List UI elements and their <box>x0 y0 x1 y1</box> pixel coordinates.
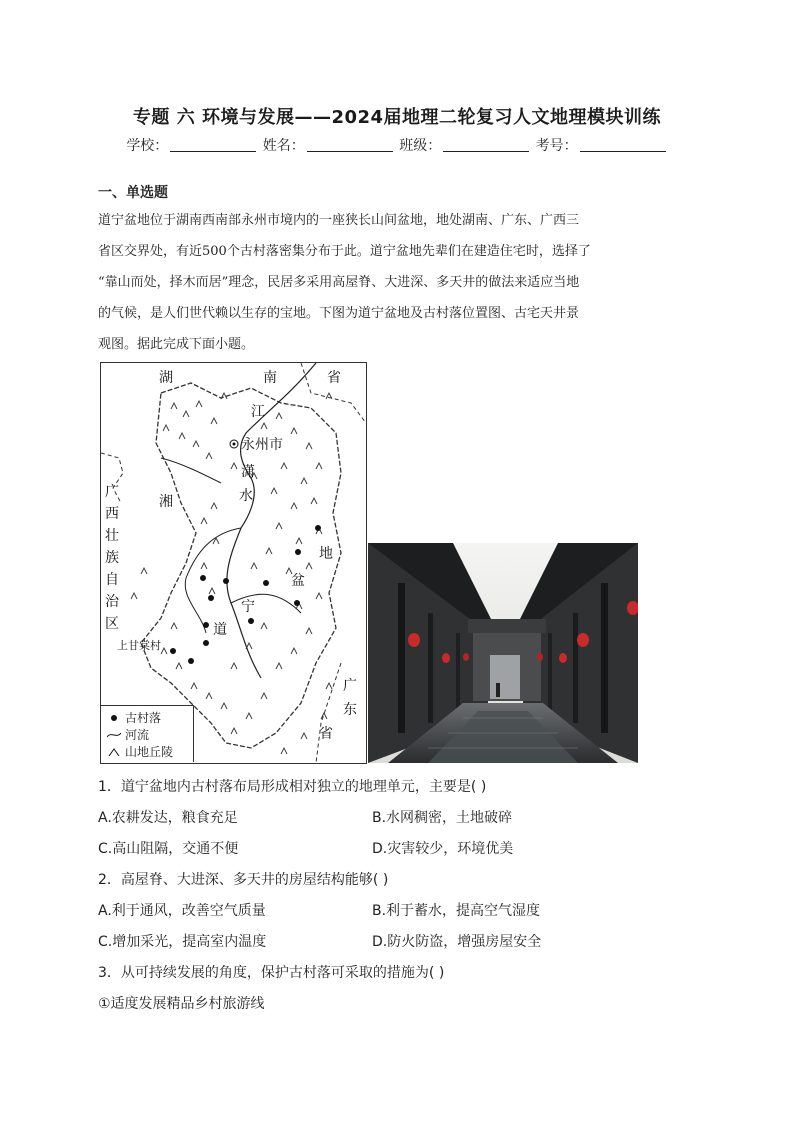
map-label-pen: 盆 <box>291 573 305 589</box>
map-label-xiang: 湘 <box>159 494 173 510</box>
exam-no-label: 考号： <box>535 138 578 154</box>
legend-river: 河流 <box>107 726 149 743</box>
name-label: 姓名： <box>262 138 305 154</box>
passage-line: “靠山而处，择木而居”理念，民居多采用高屋脊、大进深、多天井的做法来适应当地 <box>98 275 580 290</box>
class-label: 班级： <box>399 138 442 154</box>
school-label: 学校： <box>126 138 169 154</box>
map-label-shanggan-village: 上甘棠村 <box>117 639 161 652</box>
legend-hill: 山地丘陵 <box>107 743 173 760</box>
question-3-stem: 3．从可持续发展的角度，保护古村落可采取的措施为( ) <box>98 965 445 981</box>
map-label-guangxi-4: 族 <box>105 550 119 566</box>
map-label-shui: 水 <box>239 488 253 504</box>
page-title: 专题 六 环境与发展——2024届地理二轮复习人文地理模块训练 <box>132 107 662 128</box>
map-label-yongzhou: 永州市 <box>241 437 283 453</box>
map-label-guangdong-2: 东 <box>343 702 357 718</box>
question-1-option-a[interactable]: A.农耕发达，粮食充足 <box>98 810 238 826</box>
question-3-item-1: ①适度发展精品乡村旅游线 <box>98 996 265 1012</box>
courtyard-illustration <box>368 543 638 763</box>
location-map <box>100 362 367 764</box>
map-label-sheng: 省 <box>327 370 341 386</box>
question-1-option-b[interactable]: B.水网稠密，土地破碎 <box>372 810 513 826</box>
map-label-xiao: 潇 <box>241 464 255 480</box>
map-legend <box>101 705 194 762</box>
map-label-guangdong-1: 广 <box>343 678 357 694</box>
province-border <box>316 663 341 763</box>
courtyard-photo <box>368 543 638 763</box>
map-label-guangxi-1: 广 <box>105 484 119 500</box>
question-1-stem: 1．道宁盆地内古村落布局形成相对独立的地理单元，主要是( ) <box>98 779 487 795</box>
map-label-guangxi-2: 西 <box>105 506 119 522</box>
map-label-ning: 宁 <box>241 599 255 615</box>
river-line-icon <box>107 728 121 742</box>
question-1-option-c[interactable]: C.高山阻隔，交通不便 <box>98 841 239 857</box>
question-2-option-a[interactable]: A.利于通风，改善空气质量 <box>98 903 266 919</box>
map-label-jiang: 江 <box>251 404 265 420</box>
passage-line: 观图。据此完成下面小题。 <box>98 337 255 352</box>
hill-symbol-icon <box>107 745 121 759</box>
map-label-guangxi-7: 区 <box>105 616 119 632</box>
village-dot-icon <box>111 715 117 721</box>
passage-line: 道宁盆地位于湖南西南部永州市境内的一座狭长山间盆地，地处湖南、广东、广西三 <box>98 213 580 228</box>
passage-line: 的气候，是人们世代赖以生存的宝地。下图为道宁盆地及古村落位置图、古宅天井景 <box>98 306 580 321</box>
map-label-guangxi-3: 壮 <box>105 528 119 544</box>
question-2-stem: 2．高屋脊、大进深、多天井的房屋结构能够( ) <box>98 872 389 888</box>
map-graphic <box>101 363 366 763</box>
student-info-line <box>0 135 794 155</box>
class-blank[interactable] <box>443 137 529 152</box>
map-label-hu: 湖 <box>159 370 173 386</box>
question-2-option-b[interactable]: B.利于蓄水，提高空气湿度 <box>372 903 541 919</box>
name-blank[interactable] <box>307 137 393 152</box>
map-label-guangxi-5: 自 <box>105 572 119 588</box>
section-heading: 一、单选题 <box>98 185 168 201</box>
legend-village: 古村落 <box>107 709 161 726</box>
xiao-river <box>227 363 316 678</box>
school-blank[interactable] <box>170 137 256 152</box>
question-1-option-d[interactable]: D.灾害较少，环境优美 <box>372 841 514 857</box>
map-label-di: 地 <box>319 546 333 562</box>
map-label-nan: 南 <box>263 370 277 386</box>
map-label-guangdong-3: 省 <box>319 726 333 742</box>
question-2-option-c[interactable]: C.增加采光，提高室内温度 <box>98 934 267 950</box>
exam-no-blank[interactable] <box>580 137 666 152</box>
map-label-guangxi-6: 治 <box>105 594 119 610</box>
map-label-dao: 道 <box>213 622 227 638</box>
passage-line: 省区交界处，有近500个古村落密集分布于此。道宁盆地先辈们在建造住宅时，选择了 <box>98 244 591 259</box>
question-2-option-d[interactable]: D.防火防盗，增强房屋安全 <box>372 934 542 950</box>
reading-passage <box>98 205 696 360</box>
